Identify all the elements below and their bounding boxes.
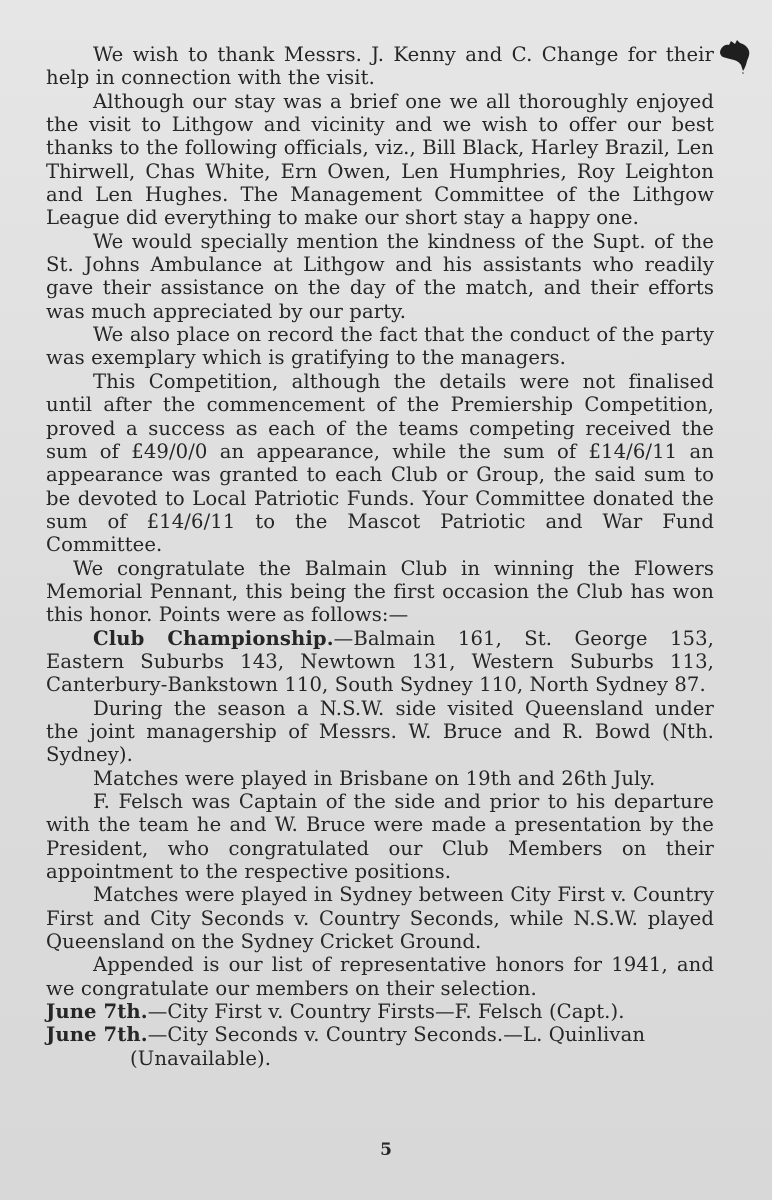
paragraph-text: Matches were played in Sydney between City First v. Country First and City Seconds v. Country Seconds, while N.S.W. played Queensland on the Sydney Cricket Ground.: [46, 883, 714, 954]
paragraph: [46, 790, 714, 883]
paragraph-lead: Club Championship.: [93, 626, 334, 650]
honor-date: June 7th.: [46, 1000, 148, 1024]
paragraph: [46, 697, 714, 767]
paragraph: [46, 557, 714, 627]
honor-text: —City First v. Country Firsts—F. Felsch (Capt.).: [147, 1000, 625, 1024]
paragraph: [46, 43, 714, 90]
paragraph-text: Matches were played in Brisbane on 19th and 26th July.: [93, 766, 656, 790]
paragraph: [46, 370, 714, 557]
body-text: [46, 43, 714, 1070]
honor-entry: [46, 1000, 714, 1023]
australia-map-icon: [718, 38, 752, 74]
paragraph-text: F. Felsch was Captain of the side and prior to his departure with the team he and W. Bruce were made a presentation by the President, who congratulated our Club Members on their appointment to the respective positions.: [46, 790, 714, 884]
paragraph: [46, 883, 714, 953]
paragraph: [46, 323, 714, 370]
paragraph-text: Appended is our list of representative honors for 1941, and we congratulate our members on their selection.: [46, 953, 714, 1000]
paragraph-text: We would specially mention the kindness of the Supt. of the St. Johns Ambulance at Lithgow and his assistants who readily gave their assistance on the day of the match, and their efforts was much appreciated by our party.: [46, 229, 714, 323]
page-number: 5: [380, 1140, 392, 1160]
paragraph-text: During the season a N.S.W. side visited Queensland under the joint managership of Messrs. W. Bruce and R. Bowd (Nth. Sydney).: [46, 696, 714, 767]
paragraph: [46, 230, 714, 323]
paragraph: [46, 953, 714, 1000]
paragraph: [46, 767, 714, 790]
paragraph-text: We congratulate the Balmain Club in winning the Flowers Memorial Pennant, this being the first occasion the Club has won this honor. Points were as follows:—: [46, 556, 714, 627]
paragraph-text: We wish to thank Messrs. J. Kenny and C. Change for their help in connection with the visit.: [46, 43, 714, 90]
paragraph-text: We also place on record the fact that the conduct of the party was exemplary which is gratifying to the managers.: [46, 323, 714, 370]
honor-text: —City Seconds v. Country Seconds.—L. Quinlivan (Unavailable).: [130, 1023, 646, 1070]
paragraph-text: —Balmain 161, St. George 153, Eastern Suburbs 143, Newtown 131, Western Suburbs 113, Canterbury-Bankstown 110, South Sydney 110, North Sydney 87.: [46, 626, 715, 697]
paragraph-text: This Competition, although the details were not finalised until after the commencement of the Premiership Competition, proved a success as each of the teams competing received the sum of £49/0/0 an appearance, while the sum of £14/6/11 an appearance was granted to each Club or Group, the said sum to be devoted to Local Patriotic Funds. Your Committee donated the sum of £14/6/11 to the Mascot Patriotic and War Fund Committee.: [46, 369, 714, 557]
paragraph-text: Although our stay was a brief one we all thoroughly enjoyed the visit to Lithgow and vicinity and we wish to offer our best thanks to the following officials, viz., Bill Black, Harley Brazil, Len Thirwell, Chas White, Ern Owen, Len Humphries, Roy Leighton and Len Hughes. The Management Committee of the Lithgow League did everything to make our short stay a happy one.: [46, 89, 714, 230]
paragraph: [46, 627, 714, 697]
honor-date: June 7th.: [46, 1023, 148, 1047]
honor-entry: [46, 1023, 714, 1070]
paragraph: [46, 90, 714, 230]
